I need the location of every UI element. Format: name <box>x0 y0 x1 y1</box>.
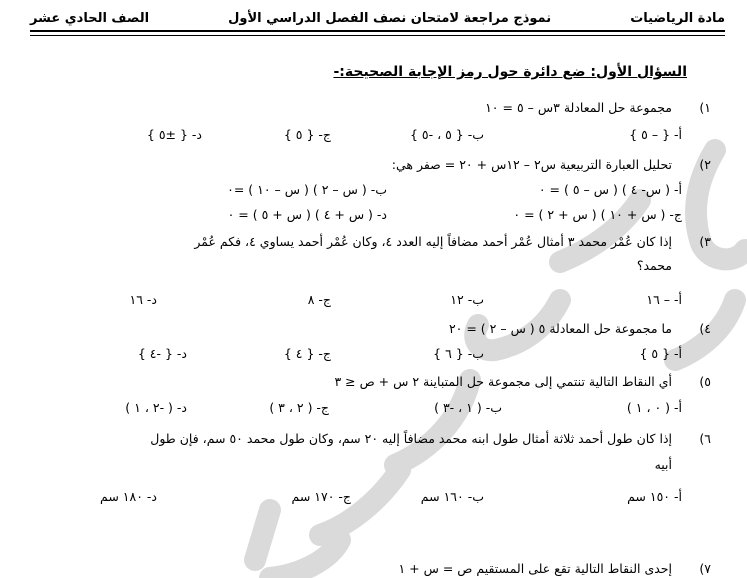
page-header <box>30 7 725 29</box>
option-a: أ- { ٥ } <box>639 346 682 361</box>
question-text: إحدى النقاط التالية تقع على المستقيم ص = س + ١ <box>398 561 672 576</box>
question-text: ما مجموعة حل المعادلة ٥ ( س – ٢ ) = ٢٠ <box>448 321 672 336</box>
option-b: ب- ( ١ ، -٣ ) <box>434 400 502 415</box>
option-c: ج- { ٤ } <box>283 346 331 361</box>
option-d: د- ١٨٠ سم <box>100 489 157 504</box>
option-a: أ- ( ٠ ، ١ ) <box>626 400 682 415</box>
question-text: إذا كان طول أحمد ثلاثة أمثال طول ابنه محمد مضافاً إليه ٢٠ سم، وكان طول محمد ٥٠ سم، فإن طول <box>150 431 672 446</box>
question-number: ١) <box>699 100 711 115</box>
header-rule-thin <box>30 35 725 36</box>
question-text: مجموعة حل المعادلة ٣س – ٥ = ١٠ <box>485 100 672 115</box>
grade-label: الصف الحادي عشر <box>30 10 150 26</box>
section-title: السؤال الأول: ضع دائرة حول رمز الإجابة الصحيحة:- <box>333 64 687 80</box>
option-c: ج- ١٧٠ سم <box>291 489 351 504</box>
question-number: ٤) <box>699 321 711 336</box>
option-c: ج- ٨ <box>307 292 331 307</box>
option-d: د- ( س + ٤ ) ( س + ٥ ) = ٠ <box>227 207 387 222</box>
option-d: د- ١٦ <box>129 292 157 307</box>
question-number: ٥) <box>699 374 711 389</box>
option-b: ب- ١٢ <box>450 292 484 307</box>
header-rule <box>30 30 725 32</box>
question-text-continued: أبيه <box>654 457 672 472</box>
option-c: ج- { ٥ } <box>283 127 331 142</box>
option-a: أ- – ١٦ <box>646 292 682 307</box>
question-number: ٦) <box>699 431 711 446</box>
option-c: ج- ( س + ١٠ ) ( س + ٢ ) = ٠ <box>513 207 682 222</box>
watermark-stroke <box>395 380 470 465</box>
exam-title: نموذج مراجعة لامتحان نصف الفصل الدراسي الأول <box>228 10 552 26</box>
watermark-stroke <box>255 510 270 560</box>
question-text-continued: محمد؟ <box>636 258 672 273</box>
subject-label: مادة الرياضيات <box>630 10 725 26</box>
question-text: إذا كان عُمْر محمد ٣ أمثال عُمْر أحمد مضافاً إليه العدد ٤، وكان عُمْر أحمد يساوي ٤، فكم عُمْر <box>194 234 672 249</box>
question-text: أي النقاط التالية تنتمي إلى مجموعة حل المتباينة ٢ س + ص ≤ ٣ <box>334 374 672 389</box>
watermark-stroke <box>270 540 340 578</box>
question-number: ٧) <box>699 561 711 576</box>
option-a: أ- ١٥٠ سم <box>627 489 682 504</box>
option-b: ب- ١٦٠ سم <box>420 489 484 504</box>
option-a: أ- ( س- ٤ ) ( س – ٥ ) = ٠ <box>538 182 682 197</box>
option-b: ب- ( س – ٢ ) ( س – ١٠ ) =٠ <box>227 182 387 197</box>
option-d: د- { ±٥ } <box>146 127 202 142</box>
question-number: ٢) <box>699 157 711 172</box>
question-text: تحليل العبارة التربيعية س٢ – ١٢س + ٢٠ = صفر هي: <box>391 157 672 172</box>
option-c: ج- ( ٢ ، ٣ ) <box>269 400 329 415</box>
option-b: ب- { ٥ ، -٥ } <box>409 127 484 142</box>
question-number: ٣) <box>699 234 711 249</box>
option-a: أ- { – ٥ } <box>629 127 682 142</box>
option-b: ب- { ٦ } <box>433 346 484 361</box>
option-d: د- ( -٢ ، ١ ) <box>125 400 187 415</box>
option-d: د- { -٤ } <box>137 346 187 361</box>
